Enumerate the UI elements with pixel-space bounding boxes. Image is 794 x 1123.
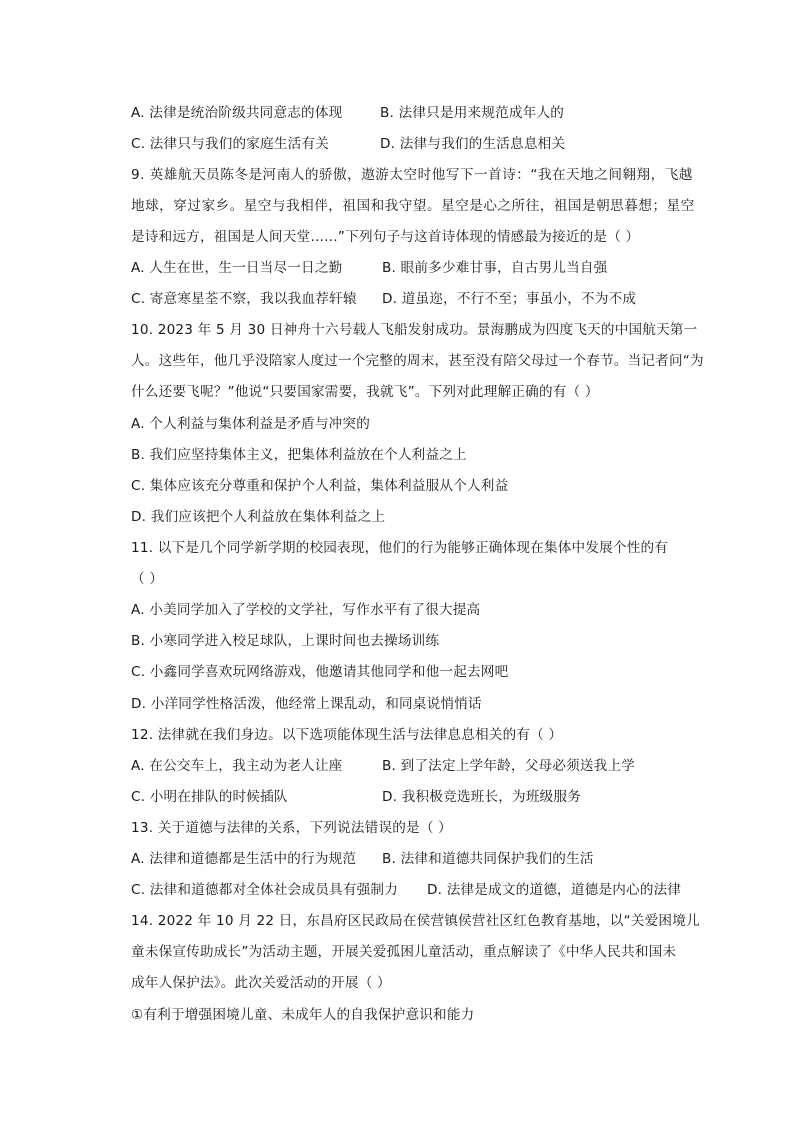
q12-option-row-2	[131, 787, 582, 807]
q10-stem-line-2: 人。这些年，他几乎没陪家人度过一个完整的周末，甚至没有陪父母过一个春节。当记者问“为	[131, 353, 704, 369]
q11-option-d: D. 小洋同学性格活泼，他经常上课乱动，和同桌说悄悄话	[131, 696, 482, 712]
q11-option-b: B. 小寒同学进入校足球队，上课时间也去操场训练	[131, 633, 440, 649]
q10-option-a: A. 个人利益与集体利益是矛盾与冲突的	[131, 416, 371, 432]
q9-option-row-1	[131, 258, 608, 278]
q10-option-b: B. 我们应坚持集体主义，把集体利益放在个人利益之上	[131, 447, 467, 463]
q9-option-a: A. 人生在世，生一日当尽一日之勤	[131, 260, 343, 276]
q11-option-c: C. 小鑫同学喜欢玩网络游戏，他邀请其他同学和他一起去网吧	[131, 664, 509, 680]
q14-stem-line-2: 童未保宣传助成长”为活动主题，开展关爱孤困儿童活动，重点解读了《中华人民共和国未	[131, 944, 677, 960]
q8-option-d: D. 法律与我们的生活息息相关	[380, 136, 566, 152]
q13-option-d: D. 法律是成文的道德，道德是内心的法律	[427, 882, 682, 898]
q10-stem-line-3: 什么还要飞呢？”他说“只要国家需要，我就飞”。下列对此理解正确的有（ ）	[131, 384, 599, 400]
q9-option-row-2	[131, 289, 637, 309]
q9-option-b: B. 眼前多少难甘事，自古男儿当自强	[382, 260, 608, 276]
q13-option-row-2	[131, 880, 682, 900]
q12-option-row-1	[131, 756, 636, 776]
q13-option-c: C. 法律和道德都对全体社会成员具有强制力	[131, 882, 399, 898]
q10-option-c: C. 集体应该充分尊重和保护个人利益，集体利益服从个人利益	[131, 478, 509, 494]
q9-stem-line-2: 地球，穿过家乡。星空与我相伴，祖国和我守望。星空是心之所往，祖国是朝思暮想；星空	[131, 198, 695, 214]
q14-statement-1: ①有利于增强困境儿童、未成年人的自我保护意识和能力	[131, 1007, 475, 1023]
q14-stem-line-3: 成年人保护法》。此次关爱活动的开展（ ）	[131, 975, 391, 991]
q9-stem-line-3: 是诗和远方，祖国是人间天堂……”下列句子与这首诗体现的情感最为接近的是（ ）	[131, 229, 640, 245]
q11-stem-line-2: （ ）	[131, 571, 164, 587]
q12-stem: 12. 法律就在我们身边。以下选项能体现生活与法律息息相关的有（ ）	[131, 727, 563, 743]
q12-option-a: A. 在公交车上，我主动为老人让座	[131, 758, 343, 774]
q11-option-a: A. 小美同学加入了学校的文学社，写作水平有了很大提高	[131, 602, 481, 618]
q13-option-b: B. 法律和道德共同保护我们的生活	[382, 851, 594, 867]
q13-stem: 13. 关于道德与法律的关系，下列说法错误的是（ ）	[131, 820, 452, 836]
q12-option-d: D. 我积极竞选班长，为班级服务	[382, 789, 582, 805]
q9-option-d: D. 道虽迩，不行不至；事虽小，不为不成	[382, 291, 637, 307]
q11-stem-line-1: 11. 以下是几个同学新学期的校园表现，他们的行为能够正确体现在集体中发展个性的有	[131, 540, 669, 556]
q12-option-b: B. 到了法定上学年龄，父母必须送我上学	[382, 758, 636, 774]
q13-option-row-1	[131, 849, 594, 869]
q14-stem-line-1: 14. 2022 年 10 月 22 日，东昌府区民政局在侯营镇侯营社区红色教育基地，以“关爱困境儿	[131, 913, 700, 929]
q10-stem-line-1: 10. 2023 年 5 月 30 日神舟十六号载人飞船发射成功。景海鹏成为四度飞天的中国航天第一	[131, 322, 698, 338]
q8-option-a: A. 法律是统治阶级共同意志的体现	[131, 105, 343, 121]
q8-option-b: B. 法律只是用来规范成年人的	[380, 105, 565, 121]
q8-option-row-2	[131, 134, 566, 154]
q10-option-d: D. 我们应该把个人利益放在集体利益之上	[131, 509, 386, 525]
q8-option-row-1	[131, 103, 565, 123]
q8-option-c: C. 法律只与我们的家庭生活有关	[131, 136, 330, 152]
q12-option-c: C. 小明在排队的时候插队	[131, 789, 288, 805]
q9-option-c: C. 寄意寒星荃不察，我以我血荐轩辕	[131, 291, 357, 307]
q9-stem-line-1: 9. 英雄航天员陈冬是河南人的骄傲，遨游太空时他写下一首诗：“我在天地之间翱翔，飞越	[131, 167, 693, 183]
q13-option-a: A. 法律和道德都是生活中的行为规范	[131, 851, 357, 867]
